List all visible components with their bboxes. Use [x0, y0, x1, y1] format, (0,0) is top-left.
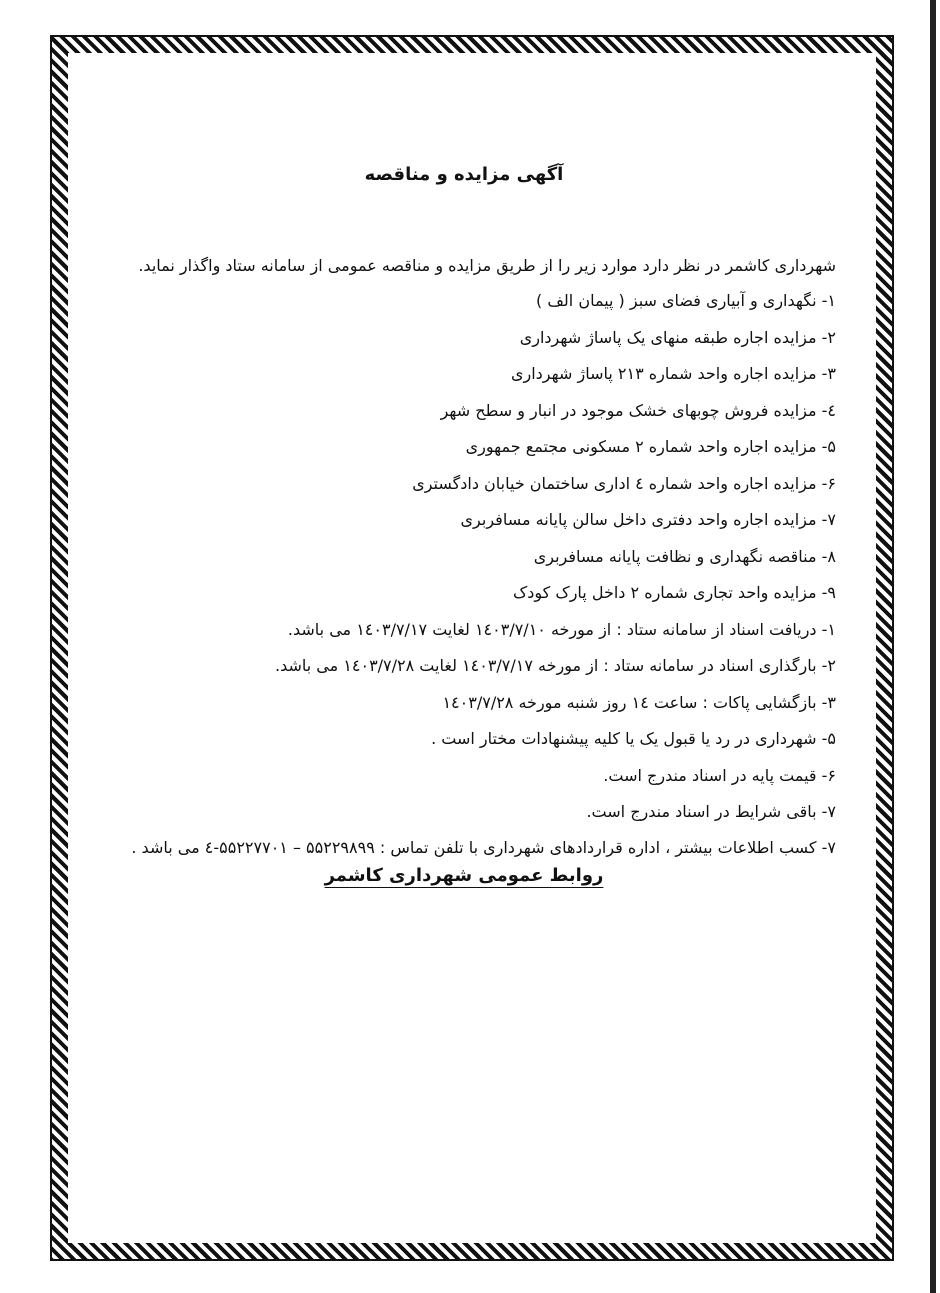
list-item: ۲- بارگذاری اسناد در سامانه ستاد : از مورخه ۱٤۰۳/۷/۱۷ لغایت ۱٤۰۳/۷/۲۸ می باشد. [274, 656, 836, 675]
list-item: ۱- دریافت اسناد از سامانه ستاد : از مورخه ۱٤۰۳/۷/۱۰ لغایت ۱٤۰۳/۷/۱۷ می باشد. [287, 619, 836, 639]
list-item: ۹- مزایده واحد تجاری شماره ۲ داخل پارک کودک [512, 583, 836, 602]
contact-text: ۷- کسب اطلاعات بیشتر ، اداره قراردادهای شهرداری با تلفن تماس : [379, 837, 836, 857]
signature: روابط عمومی شهرداری کاشمر [324, 864, 604, 886]
list-item: ۶- مزایده اجاره واحد شماره ٤ اداری ساختمان خیابان دادگستری [412, 473, 836, 493]
list-item: ۷- باقی شرایط در اسناد مندرج است. [586, 802, 836, 821]
contact-phones: ٤-۵۵۲۲۷۷۰۱ – ۵۵۲۲۹۸۹۹ [204, 837, 375, 857]
notice-items [92, 283, 836, 831]
contact-info [92, 831, 836, 865]
list-item: ٤- مزایده فروش چوبهای خشک موجود در انبار و سطح شهر [440, 400, 836, 420]
notice-title: آگهی مزایده و مناقصه [364, 164, 564, 185]
list-item: ۶- قیمت پایه در اسناد مندرج است. [603, 765, 836, 785]
list-item: ۸- مناقصه نگهداری و نظافت پایانه مسافربری [533, 546, 836, 566]
list-item: ۵- شهرداری در رد یا قبول یک یا کلیه پیشنهادات مختار است . [431, 729, 836, 748]
list-item: ۱- نگهداری و آبیاری فضای سبز ( پیمان الف ) [536, 291, 836, 310]
list-item: ۲- مزایده اجاره طبقه منهای یک پاساژ شهرداری [519, 327, 836, 347]
scan-edge [930, 0, 936, 1293]
list-item: ۵- مزایده اجاره واحد شماره ۲ مسکونی مجتمع جمهوری [465, 437, 836, 456]
list-item: ۳- مزایده اجاره واحد شماره ۲۱۳ پاساژ شهرداری [510, 364, 836, 383]
list-item: ۷- مزایده اجاره واحد دفتری داخل سالن پایانه مسافربری [460, 510, 836, 529]
contact-end: می باشد . [131, 837, 200, 857]
list-item: ۳- بازگشایی پاکات : ساعت ۱٤ روز شنبه مورخه ۱٤۰۳/۷/۲۸ [442, 692, 836, 712]
notice-content [92, 155, 836, 886]
notice-intro: شهرداری کاشمر در نظر دارد موارد زیر را از طریق مزایده و مناقصه عمومی از سامانه ستاد واگذار نماید. [138, 256, 836, 275]
